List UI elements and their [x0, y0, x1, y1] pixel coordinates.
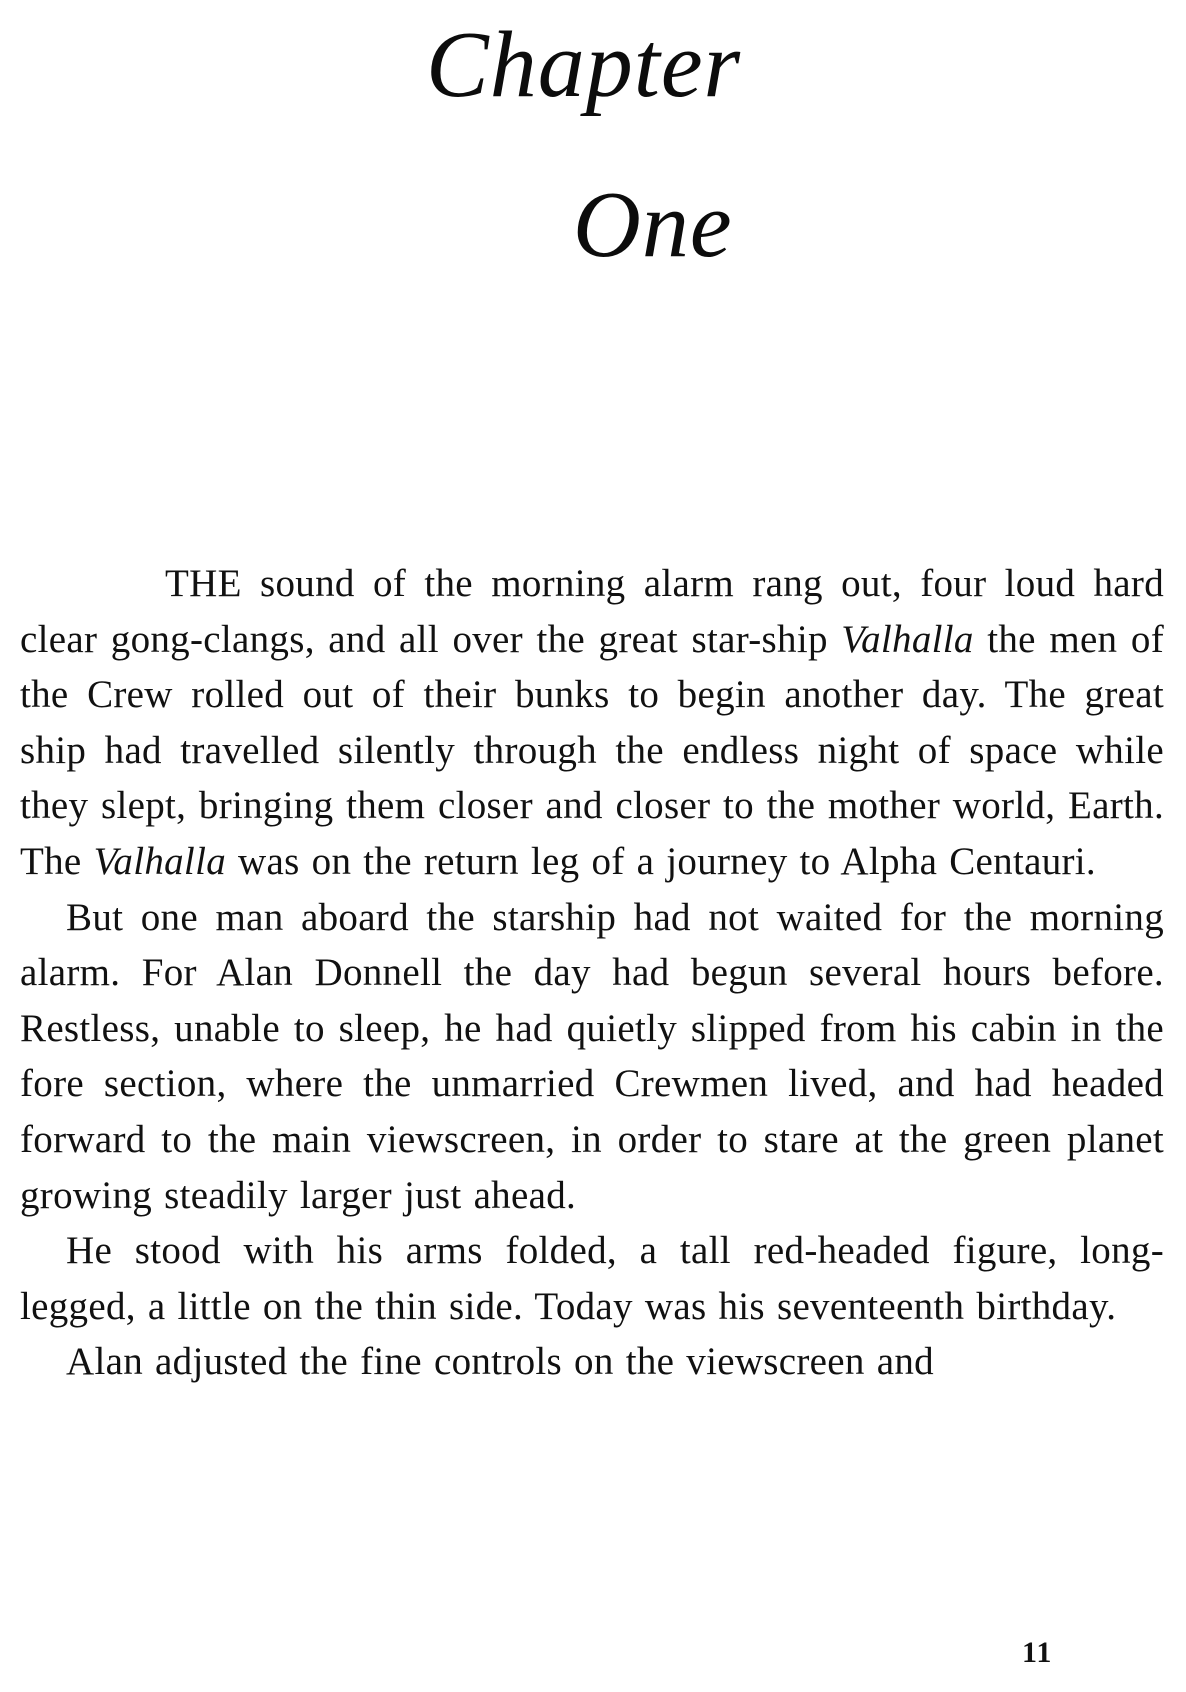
- page-number: 11: [1022, 1636, 1053, 1669]
- ship-name-italic: Valhalla: [93, 839, 226, 883]
- ship-name-italic: Valhalla: [841, 617, 974, 661]
- body-text: [20, 556, 1164, 1390]
- paragraph-1: [20, 556, 1164, 890]
- paragraph-2: But one man aboard the starship had not waited for the morning alarm. For Alan Donnell the day had begun several hours before. Restless, unable to sleep, he had quietly slipped from his cabin in the fore section, where the unmarried Crewmen lived, and had headed forward to the main viewscreen, in order to stare at the green planet growing steadily larger just ahead.: [20, 895, 1164, 1217]
- paragraph-1-text-a: THE sound of the morning alarm rang out, four loud hard clear gong-clangs, and all over the great star-ship: [20, 562, 1164, 661]
- paragraph-4: Alan adjusted the fine controls on the viewscreen and: [66, 1340, 934, 1384]
- paragraph-1-text-b: the men of the Crew rolled out of their bunks to begin another day. The great ship had travelled silently through the endless night of space while they slept, bringing them closer and closer to the mother world, Earth. The: [20, 617, 1164, 883]
- paragraph-1-text-c: was on the return leg of a journey to Alpha Centauri.: [226, 839, 1096, 883]
- chapter-title-number: One: [573, 173, 733, 277]
- chapter-title-word: Chapter: [426, 13, 742, 117]
- paragraph-3: He stood with his arms folded, a tall red-headed figure, long-legged, a little on the thin side. Today was his seventeenth birthday.: [20, 1229, 1164, 1328]
